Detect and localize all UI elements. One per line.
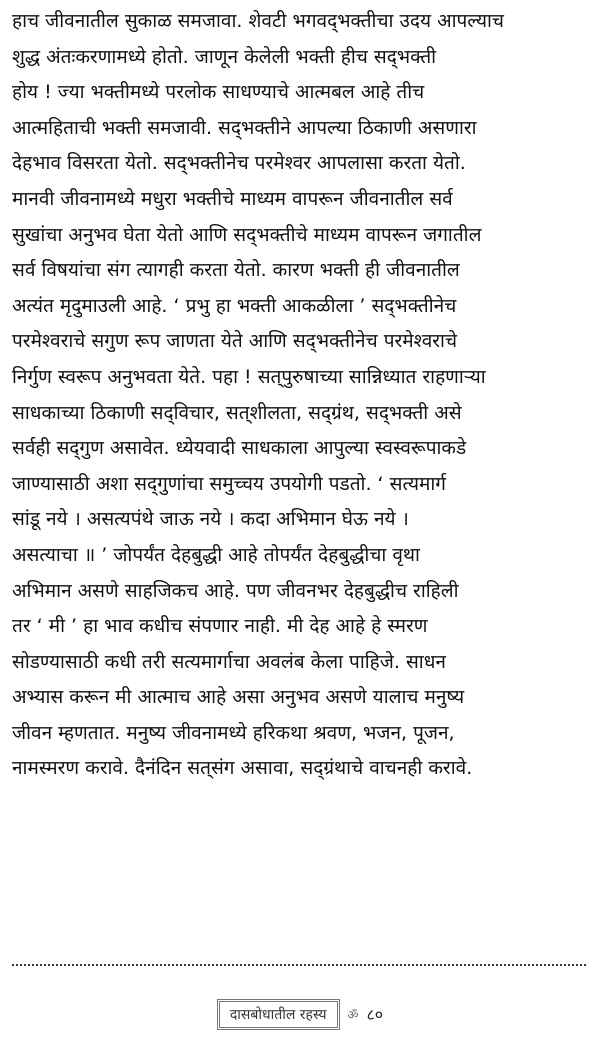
body-paragraph <box>12 4 588 787</box>
text-line: परमेश्वराचे सगुण रूप जाणता येते आणि सद्‌भक्तीनेच परमेश्वराचे <box>12 330 458 353</box>
text-line: सर्व विषयांचा संग त्यागही करता येतो. कारण भक्ती ही जीवनातील <box>12 259 460 282</box>
text-line: सर्वही सद्‌गुण असावेत. ध्येयवादी साधकाला आपुल्या स्वस्वरूपाकडे <box>12 437 467 460</box>
text-line: साधकाच्या ठिकाणी सद्‌विचार, सत्‌शीलता, सद्‌ग्रंथ, सद्‌भक्ती असे <box>12 401 462 424</box>
text-line: शुद्ध अंतःकरणामध्ये होतो. जाणून केलेली भक्ती हीच सद्‌भक्ती <box>12 45 437 68</box>
text-line: असत्याचा ॥ ’ जोपर्यंत देहबुद्धी आहे तोपर्यंत देहबुद्धीचा वृथा <box>12 543 420 566</box>
text-line: देहभाव विसरता येतो. सद्‌भक्तीनेच परमेश्वर आपलासा करता येतो. <box>12 152 466 175</box>
text-line: होय ! ज्या भक्तीमध्ये परलोक साधण्याचे आत्मबल आहे तीच <box>12 81 425 104</box>
text-line: नामस्मरण करावे. दैनंदिन सत्‌संग असावा, सद्‌ग्रंथाचे वाचनही करावे. <box>12 757 473 780</box>
footer-book-title: दासबोधातील रहस्य <box>217 999 340 1030</box>
text-line: सांडू नये । असत्यपंथे जाऊ नये । कदा अभिमान घेऊ नये । <box>12 508 409 531</box>
text-line: सुखांचा अनुभव घेता येतो आणि सद्‌भक्तीचे माध्यम वापरून जगातील <box>12 223 482 246</box>
text-line: अत्यंत मृदुमाउली आहे. ‘ प्रभु हा भक्ती आकळीला ’ सद्‌भक्तीनेच <box>12 294 457 317</box>
text-line: निर्गुण स्वरूप अनुभवता येते. पहा ! सत्‌पुरुषाच्या सान्निध्यात राहणाऱ्या <box>12 365 486 388</box>
text-line: सोडण्यासाठी कधी तरी सत्यमार्गाचा अवलंब केला पाहिजे. साधन <box>12 650 446 673</box>
text-line: जीवन म्हणतात. मनुष्य जीवनामध्ये हरिकथा श्रवण, भजन, पूजन, <box>12 721 455 744</box>
text-line: आत्महिताची भक्ती समजावी. सद्‌भक्तीने आपल्या ठिकाणी असणारा <box>12 116 477 139</box>
text-line: अभ्यास करून मी आत्माच आहे असा अनुभव असणे यालाच मनुष्य <box>12 686 465 709</box>
dotted-divider <box>12 964 586 966</box>
text-line: अभिमान असणे साहजिकच आहे. पण जीवनभर देहबुद्धीच राहिली <box>12 579 459 602</box>
text-line: तर ‘ मी ’ हा भाव कधीच संपणार नाही. मी देह आहे हे स्मरण <box>12 615 428 638</box>
text-line: मानवी जीवनामध्ये मधुरा भक्तीचे माध्यम वापरून जीवनातील सर्व <box>12 187 453 210</box>
om-icon: ॐ <box>347 1007 359 1022</box>
text-line: जाण्यासाठी अशा सद्‌गुणांचा समुच्चय उपयोगी पडतो. ‘ सत्यमार्ग <box>12 472 446 495</box>
page-footer <box>0 994 600 1034</box>
text-line: हाच जीवनातील सुकाळ समजावा. शेवटी भगवद्‌भक्तीचा उदय आपल्याच <box>12 10 504 32</box>
page-number: ८० <box>366 1005 384 1024</box>
